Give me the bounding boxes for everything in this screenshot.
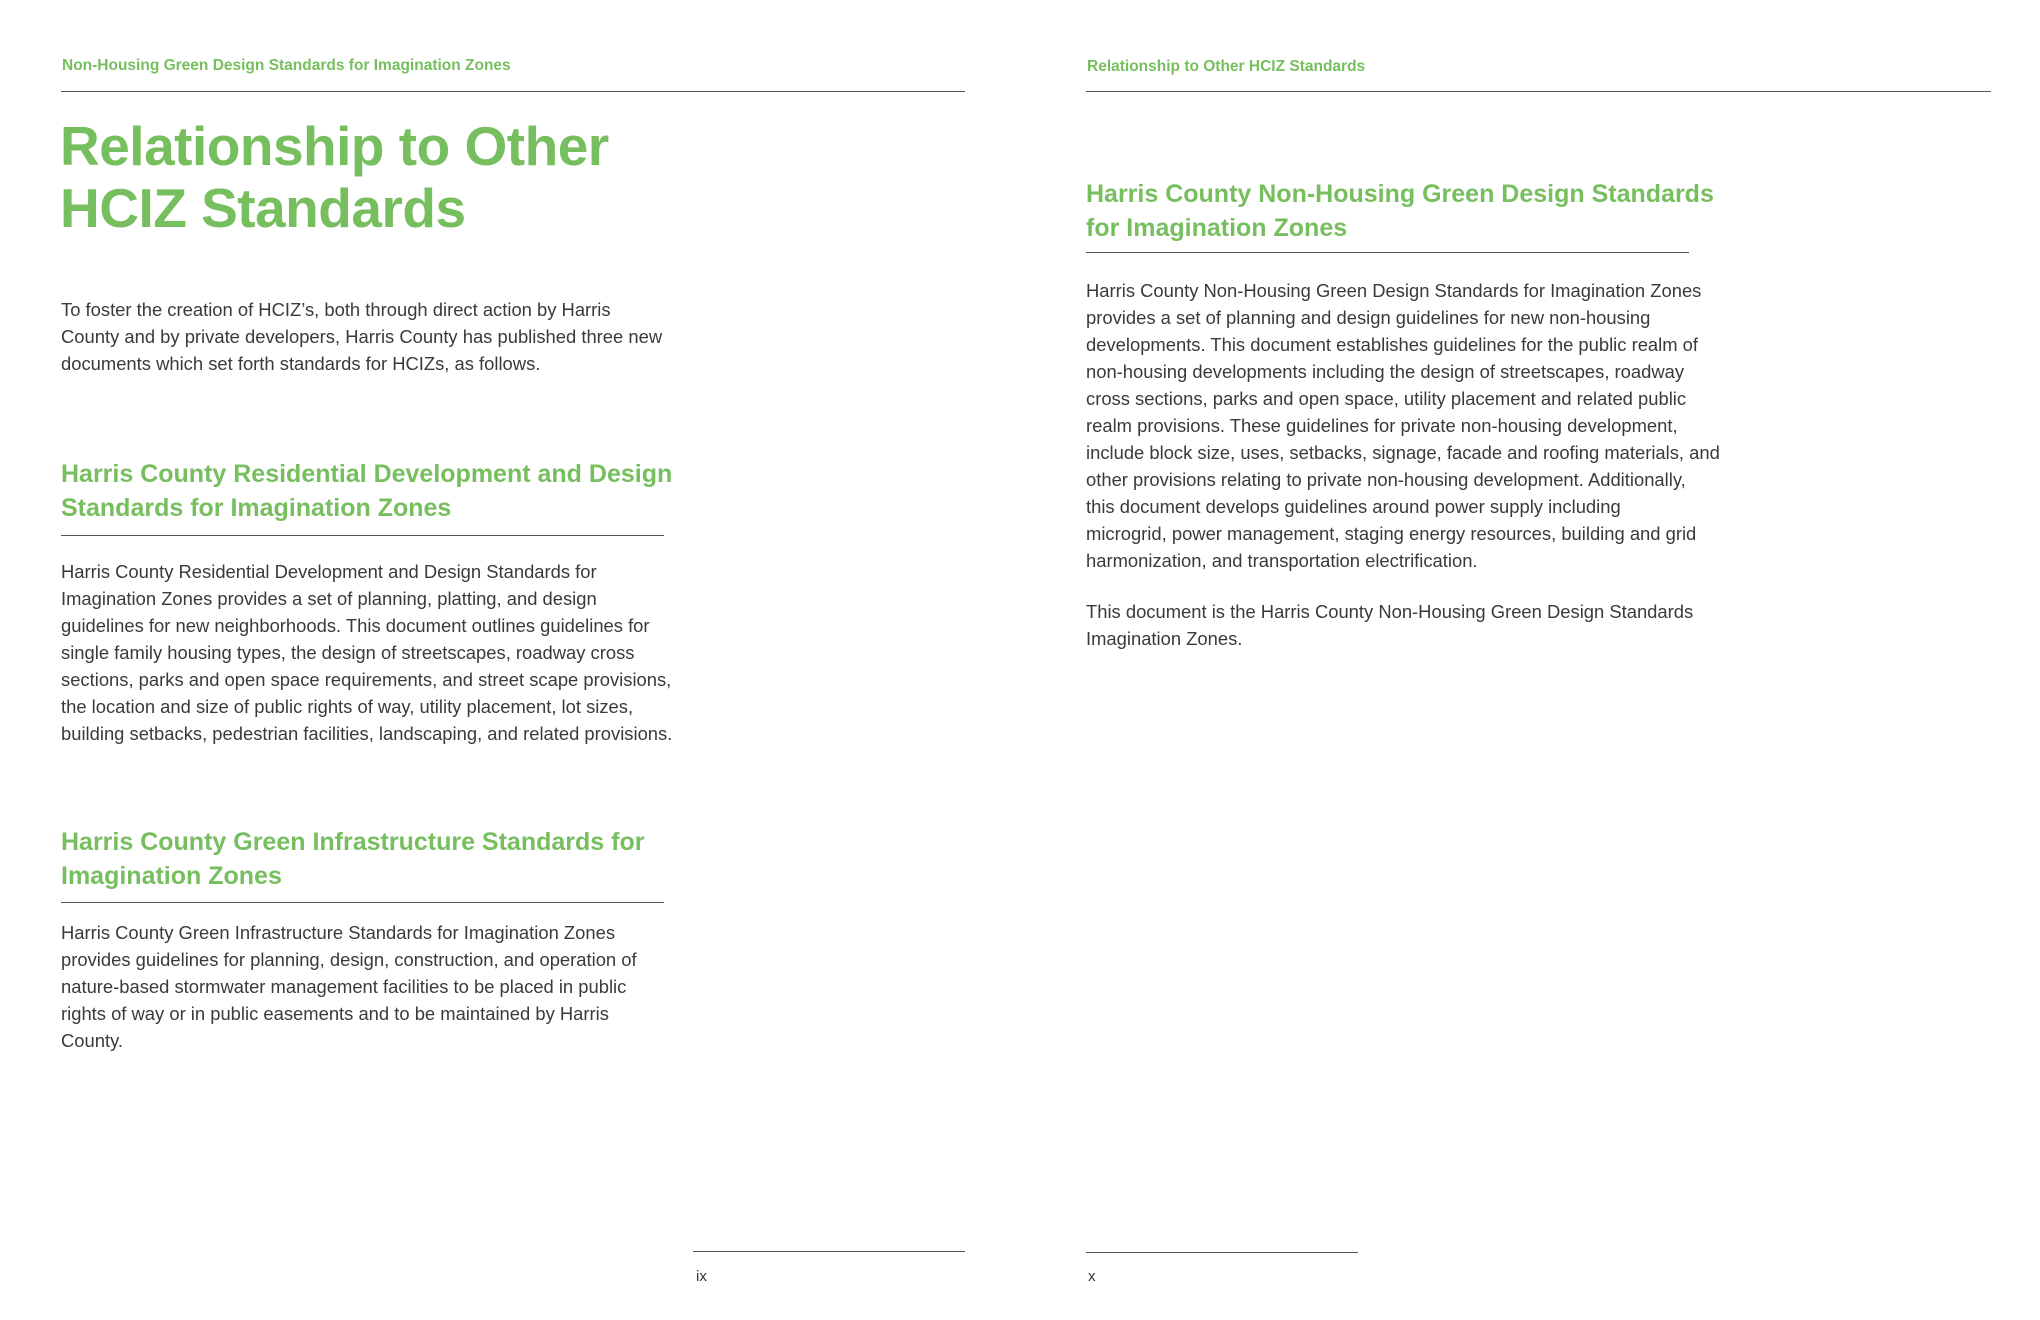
text-line: the location and size of public rights of way, utility placement, lot sizes,	[61, 696, 634, 717]
text-line: documents which set forth standards for HCIZs, as follows.	[61, 353, 541, 374]
section-title-line: Imagination Zones	[61, 862, 282, 890]
header-rule	[1086, 91, 1991, 92]
text-line: Imagination Zones provides a set of planning, platting, and design	[61, 588, 597, 609]
text-line: To foster the creation of HCIZ’s, both through direct action by Harris	[61, 299, 611, 320]
text-line: This document is the Harris County Non-Housing Green Design Standards	[1086, 601, 1694, 622]
section-title-green-infrastructure	[61, 825, 644, 893]
text-line: cross sections, parks and open space, utility placement and related public	[1086, 388, 1687, 409]
section-body-non-housing	[1086, 277, 1720, 574]
text-line: Harris County Non-Housing Green Design Standards for Imagination Zones	[1086, 280, 1702, 301]
section-title-residential	[61, 457, 672, 525]
text-line: guidelines for new neighborhoods. This document outlines guidelines for	[61, 615, 650, 636]
text-line: harmonization, and transportation electrification.	[1086, 550, 1478, 571]
text-line: other provisions relating to private non-housing development. Additionally,	[1086, 469, 1686, 490]
right-page	[1020, 0, 2040, 1320]
running-head: Non-Housing Green Design Standards for Imagination Zones	[62, 57, 511, 74]
section-title-line: Harris County Green Infrastructure Standards for	[61, 828, 645, 856]
text-line: rights of way or in public easements and to be maintained by Harris	[61, 1003, 609, 1024]
text-line: sections, parks and open space requirements, and street scape provisions,	[61, 669, 672, 690]
section-title-line: Harris County Non-Housing Green Design Standards	[1086, 180, 1714, 208]
text-line: Harris County Green Infrastructure Standards for Imagination Zones	[61, 922, 616, 943]
text-line: single family housing types, the design of streetscapes, roadway cross	[61, 642, 635, 663]
page-title-line: HCIZ Standards	[60, 177, 466, 239]
text-line: Imagination Zones.	[1086, 628, 1243, 649]
section-rule	[61, 535, 664, 536]
text-line: provides guidelines for planning, design, construction, and operation of	[61, 949, 637, 970]
page-title	[60, 115, 609, 239]
section-body-residential	[61, 558, 672, 747]
page-number: x	[1088, 1268, 1096, 1285]
page-title-line: Relationship to Other	[60, 115, 609, 177]
section-title-line: Harris County Residential Development and Design	[61, 460, 673, 488]
footer-rule	[693, 1251, 965, 1252]
text-line: Harris County Residential Development and Design Standards for	[61, 561, 597, 582]
section-title-line: Standards for Imagination Zones	[61, 494, 452, 522]
text-line: microgrid, power management, staging energy resources, building and grid	[1086, 523, 1697, 544]
closing-paragraph	[1086, 598, 1693, 652]
text-line: include block size, uses, setbacks, signage, facade and roofing materials, and	[1086, 442, 1720, 463]
footer-rule	[1086, 1252, 1358, 1253]
intro-paragraph	[61, 296, 662, 377]
text-line: realm provisions. These guidelines for private non-housing development,	[1086, 415, 1678, 436]
text-line: this document develops guidelines around power supply including	[1086, 496, 1621, 517]
text-line: building setbacks, pedestrian facilities, landscaping, and related provisions.	[61, 723, 673, 744]
section-body-green-infrastructure	[61, 919, 637, 1054]
section-title-non-housing	[1086, 177, 1714, 245]
page-number: ix	[696, 1268, 707, 1285]
section-rule	[61, 902, 664, 903]
section-title-line: for Imagination Zones	[1086, 214, 1348, 242]
text-line: County.	[61, 1030, 124, 1051]
text-line: nature-based stormwater management facilities to be placed in public	[61, 976, 627, 997]
header-rule	[61, 91, 965, 92]
section-rule	[1086, 252, 1689, 253]
running-head: Relationship to Other HCIZ Standards	[1087, 58, 1366, 75]
text-line: non-housing developments including the design of streetscapes, roadway	[1086, 361, 1685, 382]
text-line: provides a set of planning and design guidelines for new non-housing	[1086, 307, 1651, 328]
text-line: developments. This document establishes guidelines for the public realm of	[1086, 334, 1699, 355]
text-line: County and by private developers, Harris County has published three new	[61, 326, 663, 347]
